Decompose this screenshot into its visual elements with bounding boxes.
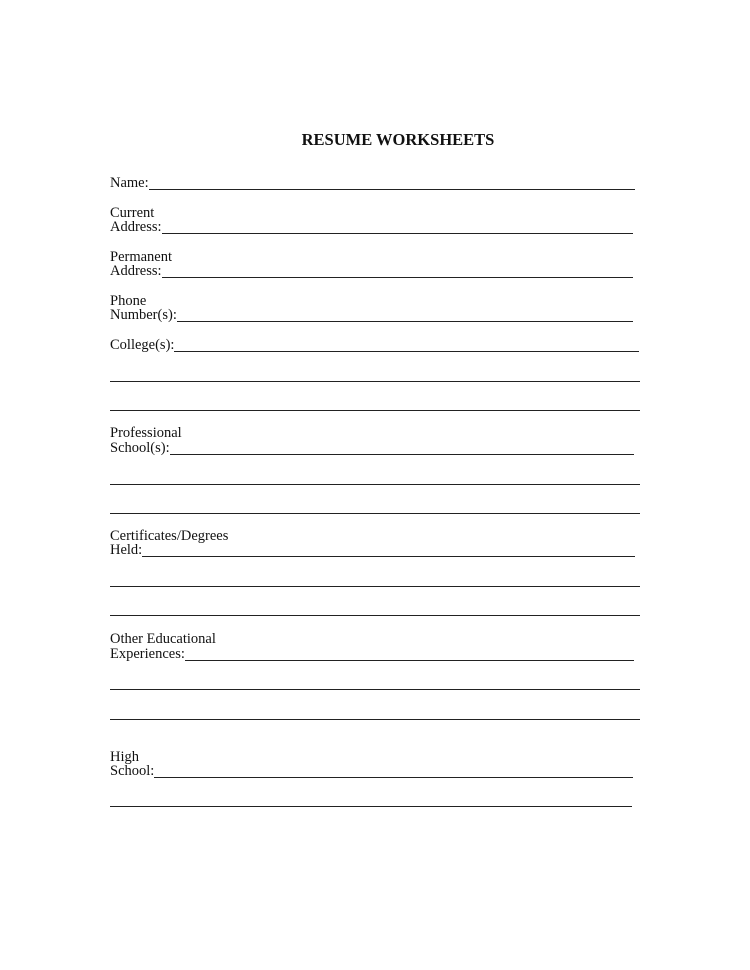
college-label: College(s): [110,337,175,353]
professional-school-field[interactable] [110,440,634,456]
professional-school-extra-line-1[interactable] [110,470,640,486]
permanent-address-line[interactable] [162,277,633,278]
college-extra-line-2[interactable] [110,396,640,412]
phone-prefix: Phone [110,293,147,309]
high-school-label: School: [110,763,155,779]
college-line[interactable] [174,351,639,352]
certificates-extra-line-2[interactable] [110,601,640,617]
certificates-extra-line-1[interactable] [110,572,640,588]
professional-school-label: School(s): [110,440,170,456]
other-education-extra-line-1[interactable] [110,675,640,691]
college-field[interactable] [110,337,639,353]
professional-school-line[interactable] [170,454,634,455]
other-education-field[interactable] [110,646,634,662]
name-line[interactable] [149,189,635,190]
college-extra-line-1[interactable] [110,367,640,383]
professional-school-prefix: Professional [110,425,182,441]
permanent-address-label: Address: [110,263,162,279]
current-address-prefix: Current [110,205,155,221]
other-education-prefix: Other Educational [110,631,216,647]
certificates-line[interactable] [142,556,635,557]
name-label: Name: [110,175,149,191]
phone-label: Number(s): [110,307,177,323]
phone-line[interactable] [177,321,633,322]
current-address-field[interactable] [110,219,633,235]
current-address-line[interactable] [162,233,633,234]
other-education-label: Experiences: [110,646,185,662]
high-school-prefix: High [110,749,139,765]
high-school-extra-line[interactable] [110,792,632,808]
certificates-prefix: Certificates/Degrees [110,528,229,544]
other-education-line[interactable] [185,660,634,661]
professional-school-extra-line-2[interactable] [110,499,640,515]
page-title: RESUME WORKSHEETS [301,130,495,149]
name-field[interactable] [110,175,635,191]
certificates-field[interactable] [110,542,635,558]
current-address-label: Address: [110,219,162,235]
other-education-extra-line-2[interactable] [110,705,640,721]
high-school-line[interactable] [154,777,633,778]
permanent-address-field[interactable] [110,263,633,279]
permanent-address-prefix: Permanent [110,249,173,265]
certificates-label: Held: [110,542,143,558]
high-school-field[interactable] [110,763,633,779]
phone-field[interactable] [110,307,633,323]
